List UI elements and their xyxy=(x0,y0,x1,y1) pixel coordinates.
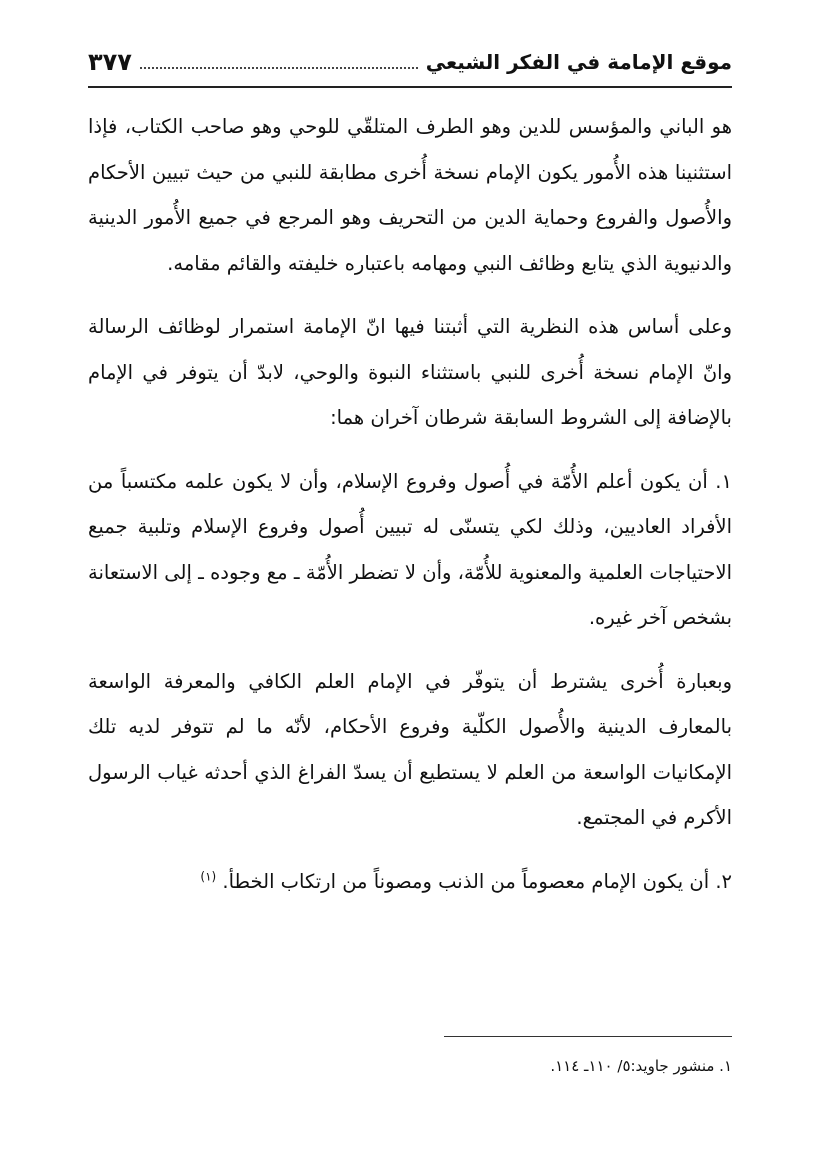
paragraph-2: وعلى أساس هذه النظرية التي أثبتنا فيها انّ الإمامة استمرار لوظائف الرسالة وانّ الإمام نسخة أُخرى للنبي باستثناء النبوة والوحي، لابدّ أن يتوفر في الإمام بالإضافة إلى الشروط السابقة شرطان آخران هما: xyxy=(88,315,732,429)
footnote: ١. منشور جاويد:٥/ ١١٠ـ ١١٤. xyxy=(550,1057,732,1075)
running-header xyxy=(88,42,732,82)
header-rule xyxy=(88,86,732,88)
paragraph-4: وبعبارة أُخرى يشترط أن يتوفّر في الإمام العلم الكافي والمعرفة الواسعة بالمعارف الدينية والأُصول الكلّية وفروع الأحكام، لأنّه ما لم تتوفر لديه تلك الإمكانيات الواسعة من العلم لا يستطيع أن يسدّ الفراغ الذي أحدثه غياب الرسول الأكرم في المجتمع. xyxy=(88,669,732,829)
page-number: ٣٧٧ xyxy=(88,48,132,76)
running-title: موقع الإمامة في الفكر الشيعي xyxy=(425,50,732,74)
body-text xyxy=(88,104,732,904)
paragraph-5 xyxy=(88,859,732,905)
header-dot-leader xyxy=(140,67,418,69)
footnote-rule xyxy=(444,1036,732,1037)
paragraph-5-text: ٢. أن يكون الإمام معصوماً من الذنب ومصوناً من ارتكاب الخطأ. xyxy=(222,869,732,893)
footnote-marker[interactable]: (١) xyxy=(200,869,217,883)
paragraph-3: ١. أن يكون أعلم الأُمّة في أُصول وفروع الإسلام، وأن لا يكون علمه مكتسباً من الأفراد العاديين، وذلك لكي يتسنّى له تبيين أُصول وفروع الإسلام وتلبية جميع الاحتياجات العلمية والمعنوية للأُمّة، وأن لا تضطر الأُمّة ـ مع وجوده ـ إلى الاستعانة بشخص آخر غيره. xyxy=(88,469,732,629)
paragraph-1: هو الباني والمؤسس للدين وهو الطرف المتلقّي للوحي وهو صاحب الكتاب، فإذا استثنينا هذه الأُمور يكون الإمام نسخة أُخرى مطابقة للنبي من حيث تبيين الأحكام والأُصول والفروع وحماية الدين من التحريف وهو المرجع في جميع الأُمور الدينية والدنيوية الذي يتابع وظائف النبي ومهامه باعتباره خليفته والقائم مقامه. xyxy=(88,115,732,275)
